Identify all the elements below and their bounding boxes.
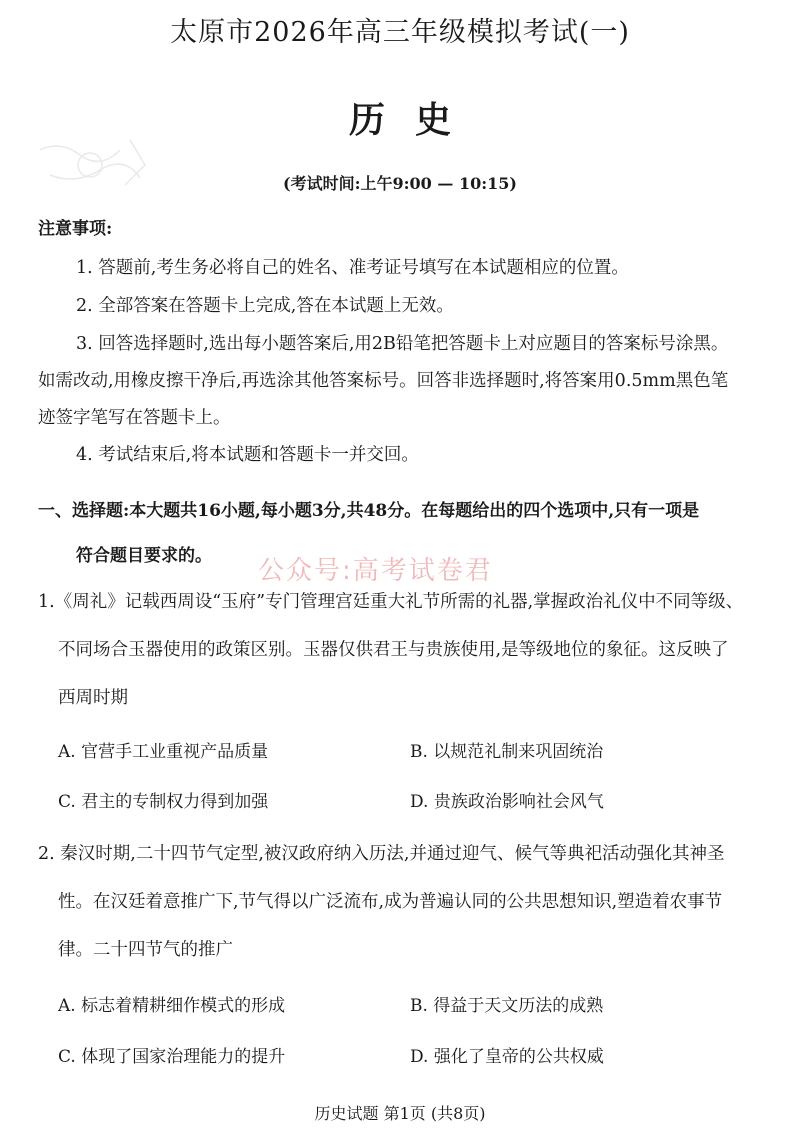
question-2-line-3: 律。二十四节气的推广 — [58, 940, 233, 960]
notice-item-3-cont-2: 迹签字笔写在答题卡上。 — [38, 408, 231, 428]
question-1-line-1: 1.《周礼》记载西周设“玉府”专门管理宫廷重大礼节所需的礼器,掌握政治礼仪中不同等级、 — [38, 592, 744, 612]
watermark: 公众号:高考试卷君 — [258, 556, 493, 586]
notice-item-4: 4. 考试结束后,将本试题和答题卡一并交回。 — [76, 445, 419, 465]
question-2-option-d: D. 强化了皇帝的公共权威 — [410, 1047, 604, 1067]
question-2-option-a: A. 标志着精耕细作模式的形成 — [58, 996, 286, 1016]
page-footer: 历史试题 第1页 (共8页) — [314, 1104, 486, 1123]
question-2-option-c: C. 体现了国家治理能力的提升 — [58, 1047, 286, 1067]
notice-item-3: 3. 回答选择题时,选出每小题答案后,用2B铅笔把答题卡上对应题目的答案标号涂黑。 — [76, 334, 729, 354]
question-1-line-2: 不同场合玉器使用的政策区别。玉器仅供君王与贵族使用,是等级地位的象征。这反映了 — [58, 640, 729, 660]
subject-title: 历史 — [348, 99, 481, 141]
section-one-heading-cont: 符合题目要求的。 — [76, 546, 212, 566]
notice-item-2: 2. 全部答案在答题卡上完成,答在本试题上无效。 — [76, 296, 454, 316]
question-1-line-3: 西周时期 — [58, 688, 128, 708]
section-one-heading: 一、选择题:本大题共16小题,每小题3分,共48分。在每题给出的四个选项中,只有一项是 — [38, 501, 700, 521]
question-1-option-c: C. 君主的专制权力得到加强 — [58, 792, 269, 812]
exam-time: (考试时间:上午9:00 — 10:15) — [283, 174, 517, 193]
notice-item-1: 1. 答题前,考生务必将自己的姓名、准考证号填写在本试题相应的位置。 — [76, 258, 629, 278]
notice-item-3-cont-1: 如需改动,用橡皮擦干净后,再选涂其他答案标号。回答非选择题时,将答案用0.5mm黑色笔 — [38, 371, 729, 391]
exam-title: 太原市2026年高三年级模拟考试(一) — [170, 17, 630, 48]
question-1-option-a: A. 官营手工业重视产品质量 — [58, 742, 269, 762]
question-2-option-b: B. 得益于天文历法的成熟 — [410, 996, 604, 1016]
notice-heading: 注意事项: — [38, 219, 113, 239]
question-2-line-1: 2. 秦汉时期,二十四节气定型,被汉政府纳入历法,并通过迎气、候气等典祀活动强化其神圣 — [38, 844, 725, 864]
question-1-option-b: B. 以规范礼制来巩固统治 — [410, 742, 604, 762]
question-1-option-d: D. 贵族政治影响社会风气 — [410, 792, 604, 812]
question-2-line-2: 性。在汉廷着意推广下,节气得以广泛流布,成为普遍认同的公共思想知识,塑造着农事节 — [58, 892, 723, 912]
